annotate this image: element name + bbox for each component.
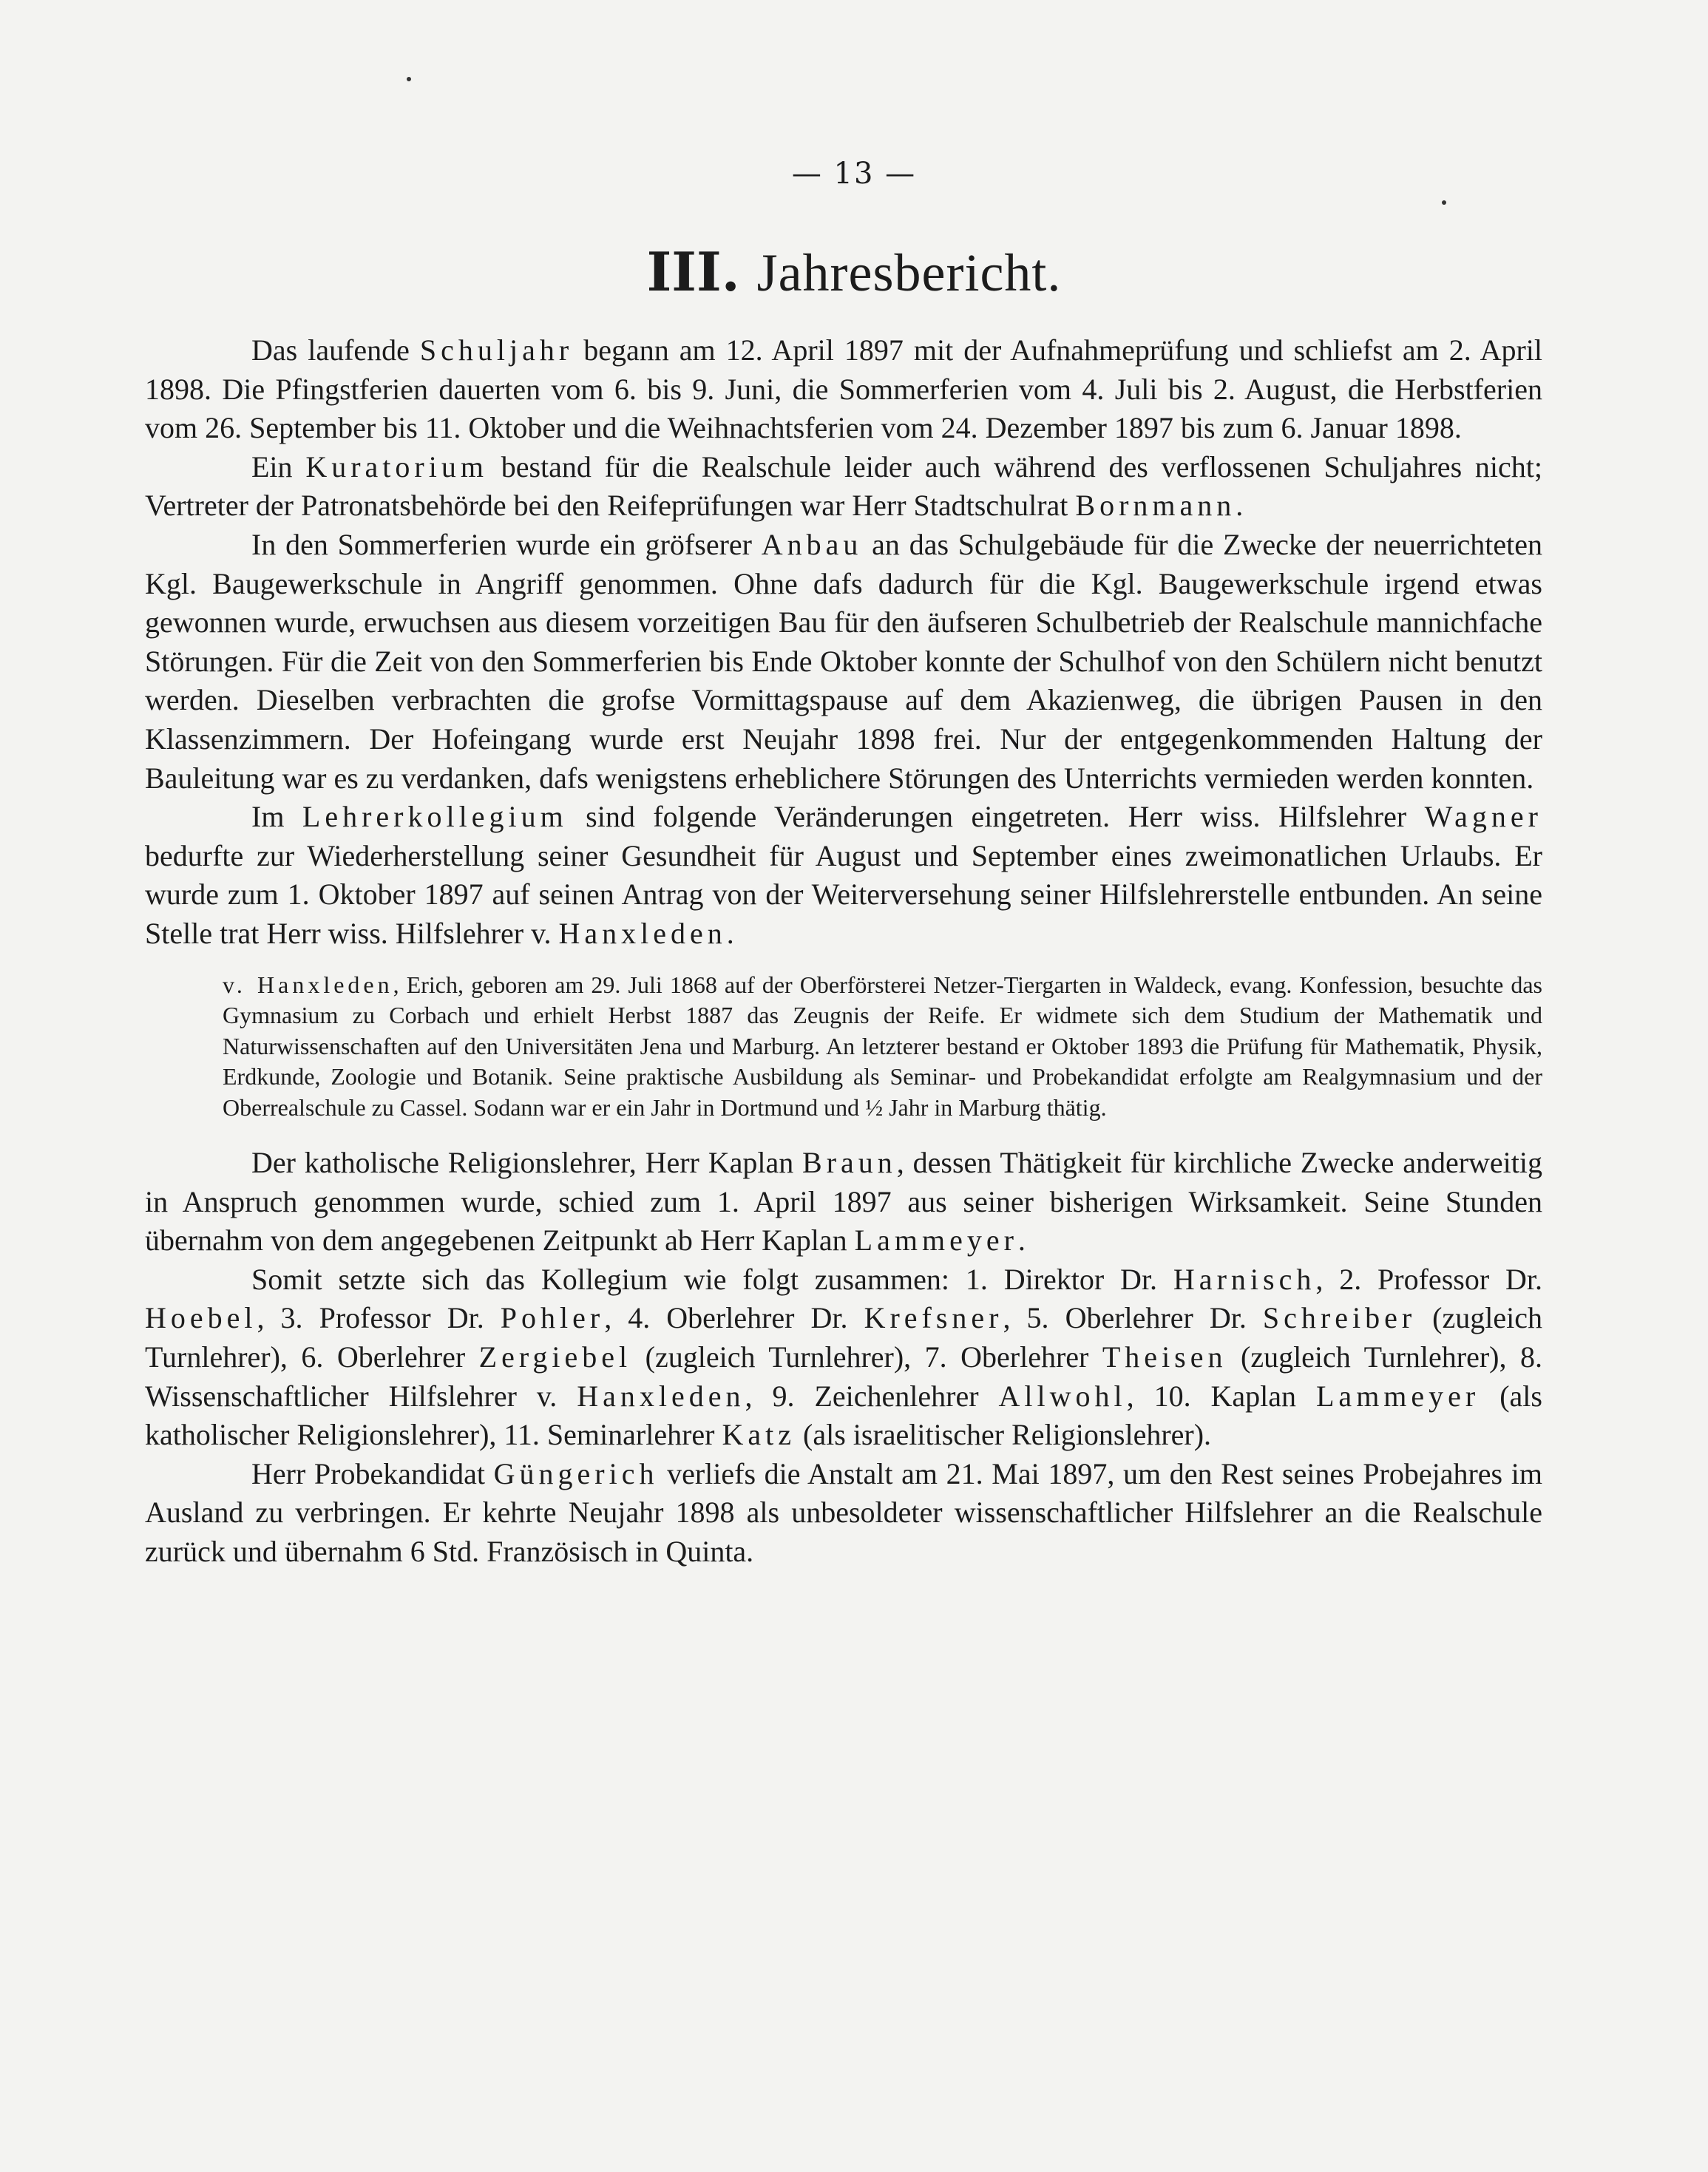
spaced-name: v. Hanxleden [223,971,393,998]
spaced-term: Schuljahr [419,333,574,367]
spaced-term: Lehrerkollegium [302,800,568,834]
text-run: (zugleich Turnlehrer), 7. Oberlehrer [631,1340,1102,1374]
text-run: , 2. Professor Dr. [1315,1262,1542,1296]
text-run: sind folgende Veränderungen eingetreten. Herr wiss. Hilfslehrer [567,800,1425,834]
text-run: verliefs die Anstalt am 21. Mai 1897, um den Rest seines Probejahres im Ausland zu verbringen. Er kehrte Neujahr 1898 als unbesoldeter wissenschaftlicher Hilfslehrer an die Realschule zurück und übernahm 6 Std. Französisch in Quinta. [145,1456,1542,1568]
spaced-name: Zergiebel [478,1340,632,1374]
text-run: (als israelitischer Religionslehrer). [796,1418,1212,1452]
footnote-biography [145,970,1542,1124]
spaced-name: Hanxleden [577,1379,745,1413]
paper-speck [1442,200,1446,205]
text-run: bestand für die Realschule leider auch während des verflossenen Schuljahres nicht; Vertreter der Patronatsbehörde bei den Reifeprüfungen war Herr Stadtschulrat [145,449,1542,523]
section-title: Jahresbericht. [756,243,1062,302]
paragraph-lehrerkollegium [145,798,1542,953]
text-run: bedurfte zur Wiederherstellung seiner Gesundheit für August und September eines zweimonatlichen Urlaubs. Er wurde zum 1. Oktober 1897 auf seinen Antrag von der Weiterversehung seiner Hilfslehrerstelle entbunden. An seine Stelle trat Herr wiss. Hilfslehrer v. [145,838,1542,950]
spaced-name: Harnisch [1173,1262,1316,1296]
text-run: In den Sommerferien wurde ein gröfserer [251,527,762,561]
body-text [145,331,1542,1572]
spaced-name: Wagner [1424,800,1543,834]
paragraph-schuljahr [145,331,1542,448]
section-number: III. [646,240,740,303]
text-run: , 5. Oberlehrer Dr. [1003,1301,1263,1335]
paragraph-kollegium-list [145,1260,1542,1455]
spaced-name: Güngerich [493,1456,659,1490]
spaced-name: Pohler [500,1301,605,1335]
text-run: an das Schulgebäude für die Zwecke der neuerrichteten Kgl. Baugewerkschule in Angriff genommen. Ohne dafs dadurch für die Kgl. Baugewerkschule irgend etwas gewonnen wurde, erwuchsen aus diesem vorzeitigen Bau für den äufseren Schulbetrieb der Realschule mannichfache Störungen. Für die Zeit von den Sommerferien bis Ende Oktober konnte der Schulhof von den Schülern nicht benutzt werden. Dieselben verbrachten die grofse Vormittagspause auf dem Akazienweg, die übrigen Pausen in den Klassenzimmern. Der Hofeingang wurde erst Neujahr 1898 frei. Nur der entgegenkommenden Haltung der Bauleitung war es zu verdanken, dafs wenigstens erheblichere Störungen des Unterrichts vermieden werden konnten. [145,527,1542,795]
text-run: Der katholische Religionslehrer, Herr Kaplan [251,1146,803,1179]
spaced-name: Lammeyer [1316,1379,1480,1413]
text-run: . [1236,489,1244,523]
spaced-name: Hanxleden [558,916,727,950]
spaced-name: Hoebel [145,1301,257,1335]
text-run: Ein [251,449,306,483]
paragraph-religionslehrer [145,1144,1542,1260]
text-run: (zugleich Turnlehrer), 6. Oberlehrer [145,1301,1542,1374]
text-run: , dessen Thätigkeit für kirchliche Zwecke anderweitig in Anspruch genommen wurde, schied zum 1. April 1897 aus seiner bisherigen Wirksamkeit. Seine Stunden übernahm von dem angegebenen Zeitpunkt ab Herr Kaplan [145,1146,1542,1258]
paragraph-probekandidat [145,1455,1542,1572]
spaced-term: Anbau [761,527,863,561]
text-run: , 10. Kaplan [1126,1379,1316,1413]
section-heading [0,240,1708,304]
spaced-name: Braun [802,1146,897,1179]
text-run: (zugleich Turnlehrer), 8. Wissenschaftlicher Hilfslehrer v. [145,1340,1542,1413]
text-run: Das laufende [251,333,420,367]
text-run: . [726,916,734,950]
text-run: , 4. Oberlehrer Dr. [604,1301,864,1335]
spaced-name: Katz [722,1418,796,1452]
page-number: — 13 — [791,157,917,191]
spaced-name: Schreiber [1262,1301,1417,1335]
text-run: Somit setzte sich das Kollegium wie folgt zusammen: 1. Direktor Dr. [251,1262,1173,1296]
text-run: . [1017,1224,1026,1258]
spaced-name: Theisen [1102,1340,1227,1374]
spaced-name: Krefsner [864,1301,1003,1335]
spaced-name: Bornmann [1075,489,1236,523]
text-run: (als katholischer Religionslehrer), 11. Seminarlehrer [145,1379,1542,1452]
text-run: Herr Probekandidat [251,1456,494,1490]
text-run: , 9. Zeichenlehrer [745,1379,999,1413]
text-run: Im [251,800,302,834]
spaced-term: Kuratorium [305,449,488,483]
text-run: , 3. Professor Dr. [257,1301,501,1335]
spaced-name: Lammeyer [854,1224,1018,1258]
paragraph-kuratorium [145,448,1542,526]
paper-speck [407,77,411,81]
spaced-name: Allwohl [998,1379,1127,1413]
text-run: begann am 12. April 1897 mit der Aufnahmeprüfung und schliefst am 2. April 1898. Die Pfingstferien dauerten vom 6. bis 9. Juni, die Sommerferien vom 4. Juli bis 2. August, die Herbstferien vom 26. September bis 11. Oktober und die Weihnachtsferien vom 24. Dezember 1897 bis zum 6. Januar 1898. [145,333,1543,445]
paragraph-anbau [145,526,1542,798]
text-run: , Erich, geboren am 29. Juli 1868 auf der Oberförsterei Netzer-Tiergarten in Waldeck, evang. Konfession, besuchte das Gymnasium zu Corbach und erhielt Herbst 1887 das Zeugnis der Reife. Er widmete sich dem Studium der Mathematik und Naturwissenschaften auf den Universitäten Jena und Marburg. An letzterer bestand er Oktober 1893 die Prüfung für Mathematik, Physik, Erdkunde, Zoologie und Botanik. Seine praktische Ausbildung als Seminar- und Probekandidat erfolgte am Realgymnasium und der Oberrealschule zu Cassel. Sodann war er ein Jahr in Dortmund und ½ Jahr in Marburg thätig. [223,971,1543,1121]
